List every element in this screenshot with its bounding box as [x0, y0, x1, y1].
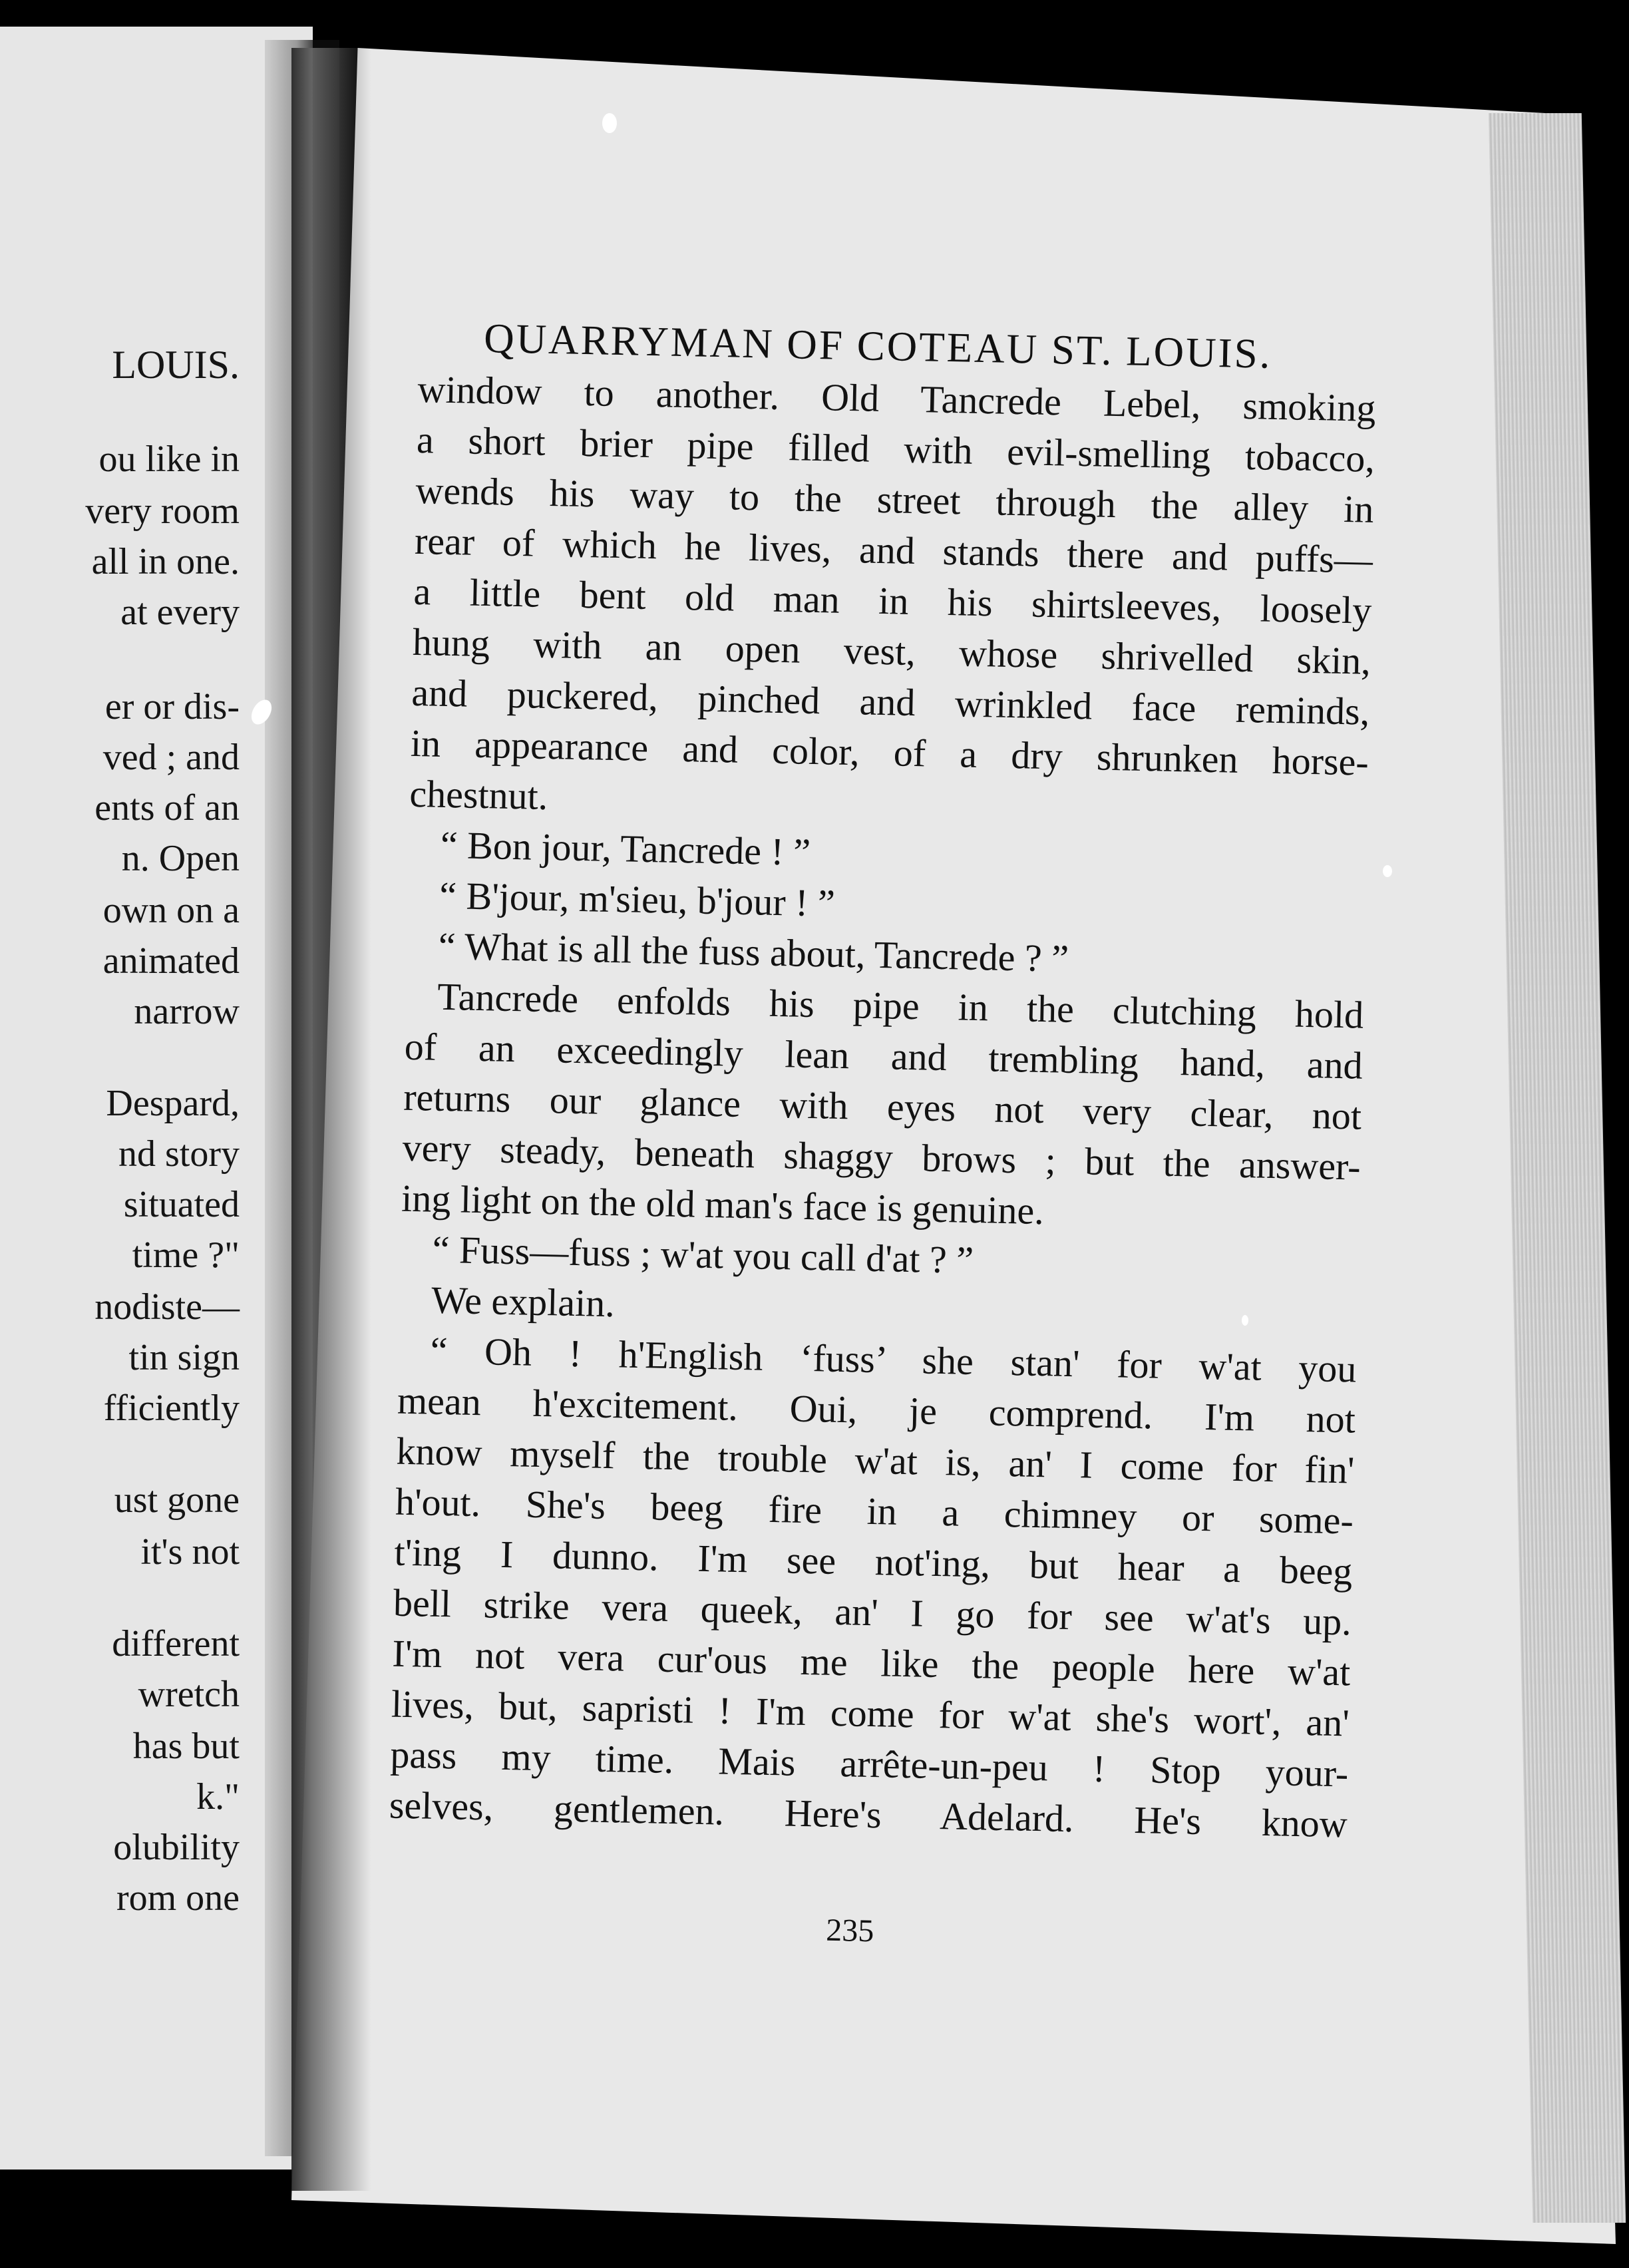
- gutter-shadow: [291, 48, 371, 2191]
- left-page-line: nodiste—: [94, 1286, 240, 1328]
- left-page-line: at every: [120, 592, 240, 633]
- left-running-head: LOUIS.: [112, 343, 240, 387]
- left-page-line: er or dis-: [104, 686, 240, 727]
- body-text-line: I'm not vera cur'ous me like the people here w'at: [391, 1631, 1351, 1694]
- left-page-line: own on a: [102, 890, 240, 931]
- body-text-line: t'ing I dunno. I'm see not'ing, but hear a beeg: [393, 1530, 1353, 1593]
- body-text-line: chestnut.: [409, 771, 548, 819]
- body-text-line: hung with an open vest, whose shrivelled skin,: [412, 620, 1371, 683]
- body-text-line: Tancrede enfolds his pipe in the clutching hold: [437, 974, 1364, 1037]
- body-text-line: mean h'excitement. Oui, je comprend. I'm not: [397, 1378, 1356, 1441]
- left-page-line: time ?": [132, 1234, 240, 1276]
- left-page-line: narrow: [134, 991, 240, 1032]
- body-text-line: We explain.: [431, 1278, 616, 1326]
- left-page-line: tin sign: [128, 1337, 240, 1378]
- left-page-line: rom one: [116, 1877, 240, 1919]
- left-page-line: ents of an: [94, 787, 240, 829]
- body-text-line: “ Oh ! h'English ‘fuss’ she stan' for w'at you: [430, 1328, 1358, 1391]
- left-page-line: has but: [132, 1726, 240, 1767]
- body-text-line: selves, gentlemen. Here's Adelard. He's know: [389, 1783, 1348, 1846]
- left-page-line: very room: [85, 490, 240, 532]
- left-page-line: ou like in: [98, 439, 240, 480]
- running-head: QUARRYMAN OF COTEAU ST. LOUIS.: [483, 314, 1273, 377]
- body-text-line: “ Fuss—fuss ; w'at you call d'at ? ”: [432, 1227, 974, 1282]
- body-text-line: “ B'jour, m'sieu, b'jour ! ”: [439, 873, 836, 925]
- body-text-line: wends his way to the street through the alley in: [415, 468, 1375, 531]
- left-page-line: k.": [196, 1776, 240, 1817]
- body-text-line: ing light on the old man's face is genuine.: [401, 1176, 1045, 1233]
- body-text-line: in appearance and color, of a dry shrunken horse-: [410, 721, 1369, 784]
- body-text-line: know myself the trouble w'at is, an' I come for fin': [396, 1429, 1356, 1492]
- left-page-line: olubility: [113, 1827, 240, 1868]
- body-text-line: very steady, beneath shaggy brows ; but the answer-: [402, 1125, 1361, 1189]
- body-text-line: a little bent old man in his shirtsleeves, loosely: [413, 569, 1372, 632]
- left-page-line: Despard,: [106, 1083, 240, 1124]
- body-text-line: returns our glance with eyes not very clear, not: [403, 1075, 1362, 1138]
- body-text-line: “ What is all the fuss about, Tancrede ? ”: [438, 924, 1069, 980]
- page-number: 235: [825, 1912, 874, 1949]
- left-page-line: all in one.: [91, 541, 240, 582]
- left-page-line: situated: [123, 1184, 240, 1225]
- left-page-line: wretch: [138, 1674, 240, 1715]
- left-page-line: fficiently: [103, 1388, 240, 1429]
- body-text-line: of an exceedingly lean and trembling hand, and: [404, 1024, 1363, 1087]
- body-text-line: lives, but, sapristi ! I'm come for w'at she's wort', an': [391, 1682, 1350, 1745]
- left-page-line: animated: [102, 940, 240, 982]
- body-text-line: a short brier pipe filled with evil-smelling tobacco,: [416, 417, 1375, 480]
- left-page-line: ust gone: [114, 1479, 240, 1521]
- left-page-line: different: [112, 1623, 240, 1664]
- left-page-line: it's not: [140, 1531, 240, 1573]
- body-text-line: window to another. Old Tancrede Lebel, smoking: [417, 367, 1377, 430]
- left-page-line: ved ; and: [102, 737, 240, 778]
- body-text-line: pass my time. Mais arrête-un-peu ! Stop your-: [389, 1732, 1349, 1796]
- body-text-line: rear of which he lives, and stands there and puffs—: [414, 518, 1373, 582]
- body-text-line: h'out. She's beeg fire in a chimney or some-: [395, 1479, 1354, 1543]
- left-page-line: n. Open: [121, 838, 240, 879]
- left-page-line: nd story: [118, 1133, 240, 1175]
- body-text-line: “ Bon jour, Tancrede ! ”: [440, 823, 811, 874]
- body-text-line: and puckered, pinched and wrinkled face reminds,: [411, 670, 1370, 733]
- body-text-line: bell strike vera queek, an' I go for see w'at's up.: [393, 1581, 1352, 1644]
